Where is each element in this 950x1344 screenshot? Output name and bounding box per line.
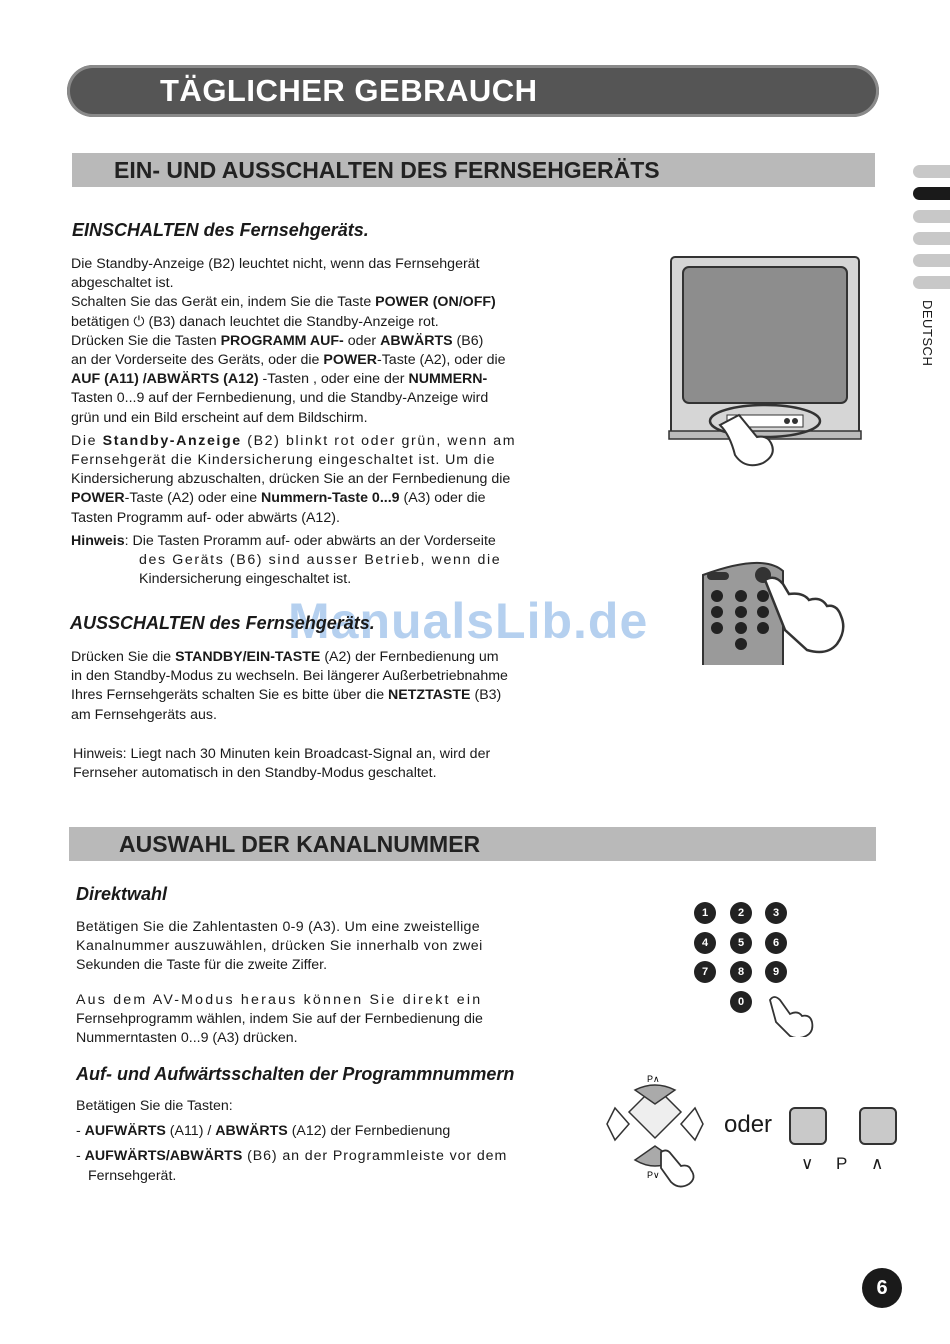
key-4: 4 [694, 932, 716, 954]
key-5: 5 [730, 932, 752, 954]
main-title: TÄGLICHER GEBRAUCH [160, 73, 538, 108]
key-7: 7 [694, 961, 716, 983]
einschalten-heading: EINSCHALTEN des Fernsehgeräts. [72, 220, 369, 240]
direktwahl-text: Betätigen Sie die Zahlentasten 0-9 (A3). Um eine zweistellige Kanalnummer auszuwählen, drücken Sie innerhalb von zwei Sekunden die Taste für die zweite Ziffer. Aus dem AV-Modus heraus können Sie direkt ein Fernsehprogramm wählen, indem Sie auf der Fernbedienung die Nummerntasten 0...9 (A3) drücken. [76, 919, 483, 1047]
ausschalten-heading: AUSSCHALTEN des Fernsehgeräts. [70, 613, 375, 633]
section-title: EIN- UND AUSSCHALTEN DES FERNSEHGERÄTS [114, 157, 660, 183]
aufab-heading: Auf- und Aufwärtsschalten der Programmnummern [76, 1064, 515, 1084]
einschalten-text: Die Standby-Anzeige (B2) leuchtet nicht, wenn das Fernsehgerät abgeschaltet ist. Schalten Sie das Gerät ein, indem Sie die Taste POWER (ON/OFF) betätigen ⏻ (B3) danach leuchtet die Standby-Anzeige rot. Drücken Sie die Tasten PROGRAMM AUF- oder ABWÄRTS (B6) an der Vorderseite des Geräts, oder die POWER-Taste (A2), oder die AUF (A11) /ABWÄRTS (A12) -Tasten , oder eine der NUMMERN- Tasten 0...9 auf der Fernbedienung, und die Standby-Anzeige wird grün und ein Bild erscheint auf dem Bildschirm. Die Standby-Anzeige (B2) blinkt rot oder grün, wenn am Fernsehgerät die Kindersicherung eingeschaltet ist. Um die Kindersicherung abzuschalten, drücken Sie an der Fernbedienung die POWER-Taste (A2) oder eine Nummern-Taste 0...9 (A3) oder die Tasten Programm auf- oder abwärts (A12). Hinweis: Die Tasten Proramm auf- oder abwärts an der Vorderseite des Geräts (B6) sind ausser Betrieb, wenn die Kindersicherung eingeschaltet ist. [71, 256, 517, 588]
section-title: AUSWAHL DER KANALNUMMER [119, 831, 481, 857]
language-label: DEUTSCH [920, 300, 935, 367]
program-label: P [836, 1154, 848, 1173]
side-tab-5 [913, 254, 950, 267]
tv-illustration [665, 255, 865, 490]
remote-illustration [695, 560, 855, 665]
up-arrow-icon: ∧ [871, 1154, 884, 1173]
side-tab-active [913, 187, 950, 200]
p-up-label: P∧ [647, 1074, 660, 1084]
p-down-label: P∨ [647, 1170, 660, 1180]
key-1: 1 [694, 902, 716, 924]
direktwahl-heading: Direktwahl [76, 884, 168, 904]
key-9: 9 [765, 961, 787, 983]
key-6: 6 [765, 932, 787, 954]
nav-pad-illustration [595, 1072, 715, 1192]
pointing-hand-icon [765, 992, 815, 1037]
program-up-button [859, 1107, 897, 1145]
side-tab-6 [913, 276, 950, 289]
key-8: 8 [730, 961, 752, 983]
oder-label: oder [724, 1111, 773, 1138]
main-title-banner [67, 65, 879, 117]
ausschalten-text: Drücken Sie die STANDBY/EIN-TASTE (A2) der Fernbedienung um in den Standby-Modus zu wechseln. Bei längerer Außerbetriebnahme Ihres Fernsehgeräts schalten Sie es bitte über die NETZTASTE (B3) am Fernsehgeräts aus. [71, 649, 508, 723]
section-bar-channel [69, 827, 876, 861]
key-3: 3 [765, 902, 787, 924]
aufab-text: Betätigen Sie die Tasten: - AUFWÄRTS (A11) / ABWÄRTS (A12) der Fernbedienung - AUFWÄRTS/ABWÄRTS (B6) an der Programmleiste vor dem Fernsehgerät. [76, 1098, 508, 1184]
side-tab-1 [913, 165, 950, 178]
side-tab-4 [913, 232, 950, 245]
section-bar-power [72, 153, 875, 187]
down-arrow-icon: ∨ [801, 1154, 814, 1173]
number-keypad [690, 900, 830, 1040]
page-number: 6 [862, 1268, 902, 1308]
key-0: 0 [730, 991, 752, 1013]
power-icon: ⏻ [133, 313, 145, 330]
watermark: ManualsLib.de [288, 593, 649, 649]
side-tab-3 [913, 210, 950, 223]
ausschalten-hint: Hinweis: Liegt nach 30 Minuten kein Broadcast-Signal an, wird der Fernseher automatisch in den Standby-Modus geschaltet. [73, 746, 491, 782]
key-2: 2 [730, 902, 752, 924]
program-down-button [789, 1107, 827, 1145]
